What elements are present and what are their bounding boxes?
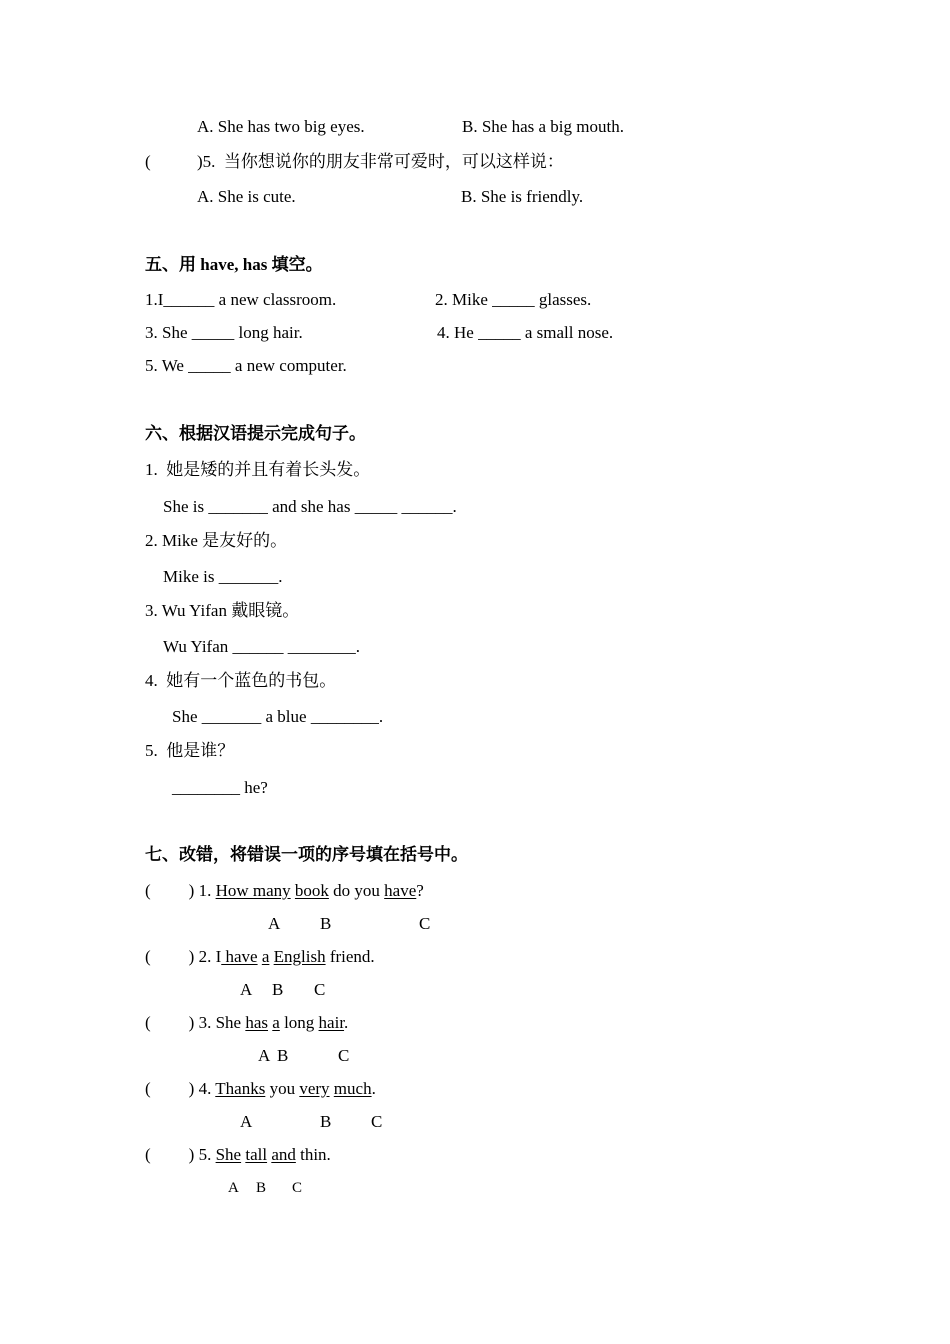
letter-b: B [320,1112,332,1131]
option-a-text: Thanks [215,1079,266,1098]
letter-c: C [292,1180,303,1196]
section6-answer-5: ________ he? [172,778,268,797]
item-number: ) 1. [188,881,216,900]
letter-a: A [240,1112,253,1131]
section5-item-2: 2. Mike _____ glasses. [435,290,592,309]
section5-item-1: 1.I______ a new classroom. [145,290,337,309]
item-number: ) 2. I [188,947,222,966]
answer-paren: ( [145,1013,151,1032]
section7-item-1: ( ) 1. How many book do you have? [145,881,424,900]
letter-a: A [228,1180,239,1196]
letter-b: B [320,914,332,933]
answer-paren: ( [145,1145,151,1164]
section7-item-3: ( ) 3. She has a long hair. [145,1013,349,1032]
option-b-text: book [294,881,329,900]
option-c-text: much [333,1079,372,1098]
option-a-text: How many [215,881,291,900]
q5-option-b: B. She is friendly. [461,187,584,206]
section7-item-5: ( ) 5. She tall and thin. [145,1145,331,1164]
option-b-text: a [261,947,270,966]
q4-option-a: A. She has two big eyes. [197,117,365,136]
section7-item-4: ( ) 4. Thanks you very much. [145,1079,376,1098]
letter-c: C [338,1046,350,1065]
section5-item-4: 4. He _____ a small nose. [437,323,614,342]
section5-item-3: 3. She _____ long hair. [145,323,303,342]
item-number: ) 5. [188,1145,216,1164]
option-b-text: tall [245,1145,268,1164]
option-c-text: have [384,881,417,900]
section6-prompt-1: 1. 她是矮的并且有着长头发。 [145,460,371,479]
q5-option-a: A. She is cute. [197,187,296,206]
section6-answer-3: Wu Yifan ______ ________. [163,637,361,656]
letter-b: B [277,1046,289,1065]
section7-title: 七、改错，将错误一项的序号填在括号中。 [145,845,468,864]
letter-c: C [371,1112,383,1131]
letter-c: C [314,980,326,999]
letter-a: A [258,1046,271,1065]
letter-b: B [272,980,284,999]
section6-prompt-4: 4. 她有一个蓝色的书包。 [145,671,337,690]
answer-paren: ( [145,1079,151,1098]
option-c-text: and [271,1145,296,1164]
section6-answer-2: Mike is _______. [163,567,283,586]
q5-paren: ( [145,152,151,171]
option-a-text: has [245,1013,269,1032]
section6-prompt-2: 2. Mike 是友好的。 [145,531,288,550]
option-c-text: hair [318,1013,345,1032]
letter-b: B [256,1180,267,1196]
section7-item-2: ( ) 2. I have a English friend. [145,947,375,966]
option-c-text: English [273,947,326,966]
option-a-text: She [215,1145,242,1164]
section6-prompt-5: 5. 他是谁？ [145,741,235,760]
q4-option-b: B. She has a big mouth. [462,117,624,136]
option-a-text: have [221,947,258,966]
item-number: ) 4. [188,1079,216,1098]
section6-title: 六、根据汉语提示完成句子。 [145,424,366,443]
option-b-text: a [272,1013,280,1032]
section6-answer-1: She is _______ and she has _____ ______. [163,497,457,516]
section5-item-5: 5. We _____ a new computer. [145,356,347,375]
letter-a: A [240,980,253,999]
item-number: ) 3. She [188,1013,246,1032]
section5-title: 五、用 have, has 填空。 [145,255,323,274]
answer-paren: ( [145,947,151,966]
option-b-text: very [299,1079,330,1098]
letter-a: A [268,914,281,933]
section6-answer-4: She _______ a blue ________. [172,707,384,726]
section6-prompt-3: 3. Wu Yifan 戴眼镜。 [145,601,300,620]
answer-paren: ( [145,881,151,900]
q5-stem: )5. 当你想说你的朋友非常可爱时，可以这样说： [197,152,564,171]
letter-c: C [419,914,431,933]
